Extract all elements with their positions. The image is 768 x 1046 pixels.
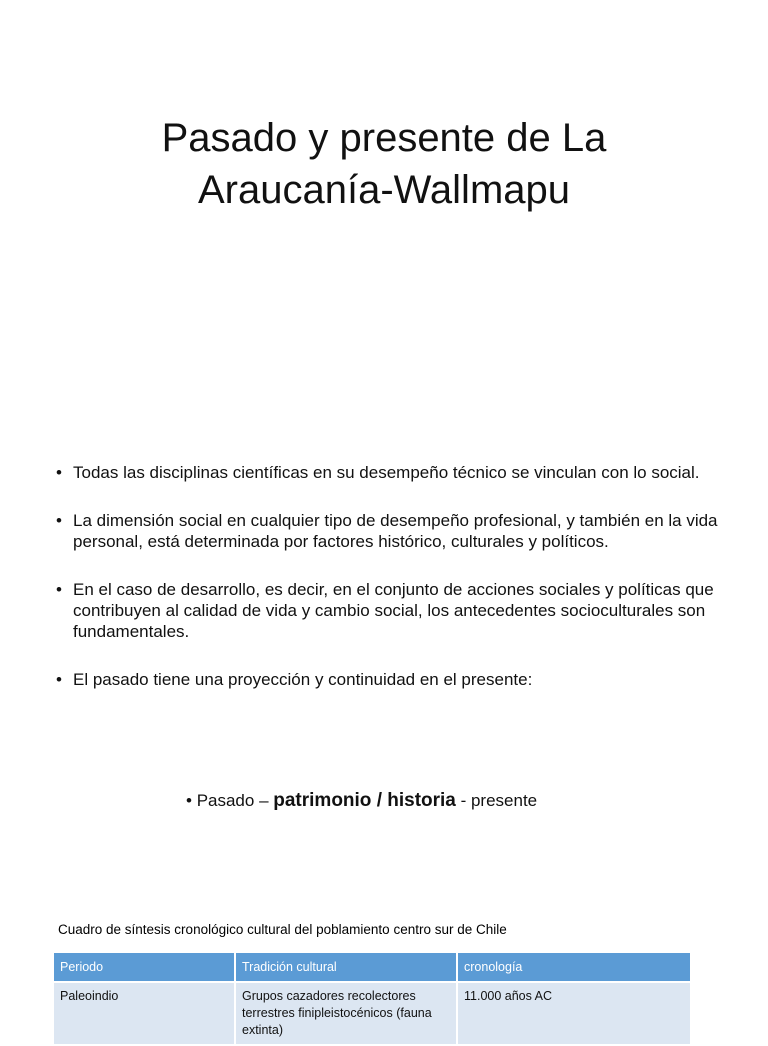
bullet-item bbox=[54, 669, 718, 690]
bullet-list bbox=[54, 462, 718, 717]
sub-bullet-prefix: Pasado – bbox=[196, 791, 274, 810]
chronology-table bbox=[52, 951, 692, 1046]
table-cell: Grupos cazadores recolectores terrestres finipleistocénicos (fauna extinta) bbox=[235, 982, 457, 1045]
table-header-cell: Tradición cultural bbox=[235, 952, 457, 982]
table-caption: Cuadro de síntesis cronológico cultural del poblamiento centro sur de Chile bbox=[58, 922, 507, 937]
bullet-item bbox=[54, 579, 718, 642]
bullet-dot-icon: • bbox=[56, 511, 62, 530]
table-header-row bbox=[53, 952, 691, 982]
table-header-cell: Periodo bbox=[53, 952, 235, 982]
slide-title bbox=[40, 112, 728, 216]
bullet-item bbox=[54, 462, 718, 483]
bullet-text: Todas las disciplinas científicas en su desempeño técnico se vinculan con lo social. bbox=[73, 463, 700, 482]
table-cell: Paleoindio bbox=[53, 982, 235, 1045]
table-cell: 11.000 años AC bbox=[457, 982, 691, 1045]
sub-bullet bbox=[186, 787, 686, 815]
slide-title-line-1: Pasado y presente de La bbox=[161, 116, 607, 160]
table-header-cell: cronología bbox=[457, 952, 691, 982]
sub-bullet-suffix: - presente bbox=[455, 791, 538, 810]
sub-bullet-emphasis: patrimonio / historia bbox=[273, 790, 456, 811]
table-row bbox=[53, 982, 691, 1045]
bullet-text: La dimensión social en cualquier tipo de desempeño profesional, y también en la vida personal, está determinada por factores histórico, culturales y políticos. bbox=[73, 511, 718, 551]
bullet-dot-icon: • bbox=[56, 670, 62, 689]
bullet-dot-icon: • bbox=[56, 580, 62, 599]
bullet-item bbox=[54, 510, 718, 552]
bullet-text: En el caso de desarrollo, es decir, en el conjunto de acciones sociales y políticas que contribuyen al calidad de vida y cambio social, los antecedentes socioculturales son fundamentales. bbox=[73, 580, 714, 641]
bullet-dot-icon: • bbox=[56, 463, 62, 482]
slide-title-line-2: Araucanía-Wallmapu bbox=[197, 168, 570, 212]
bullet-text: El pasado tiene una proyección y continuidad en el presente: bbox=[73, 670, 533, 689]
bullet-dot-icon: • bbox=[186, 791, 192, 810]
